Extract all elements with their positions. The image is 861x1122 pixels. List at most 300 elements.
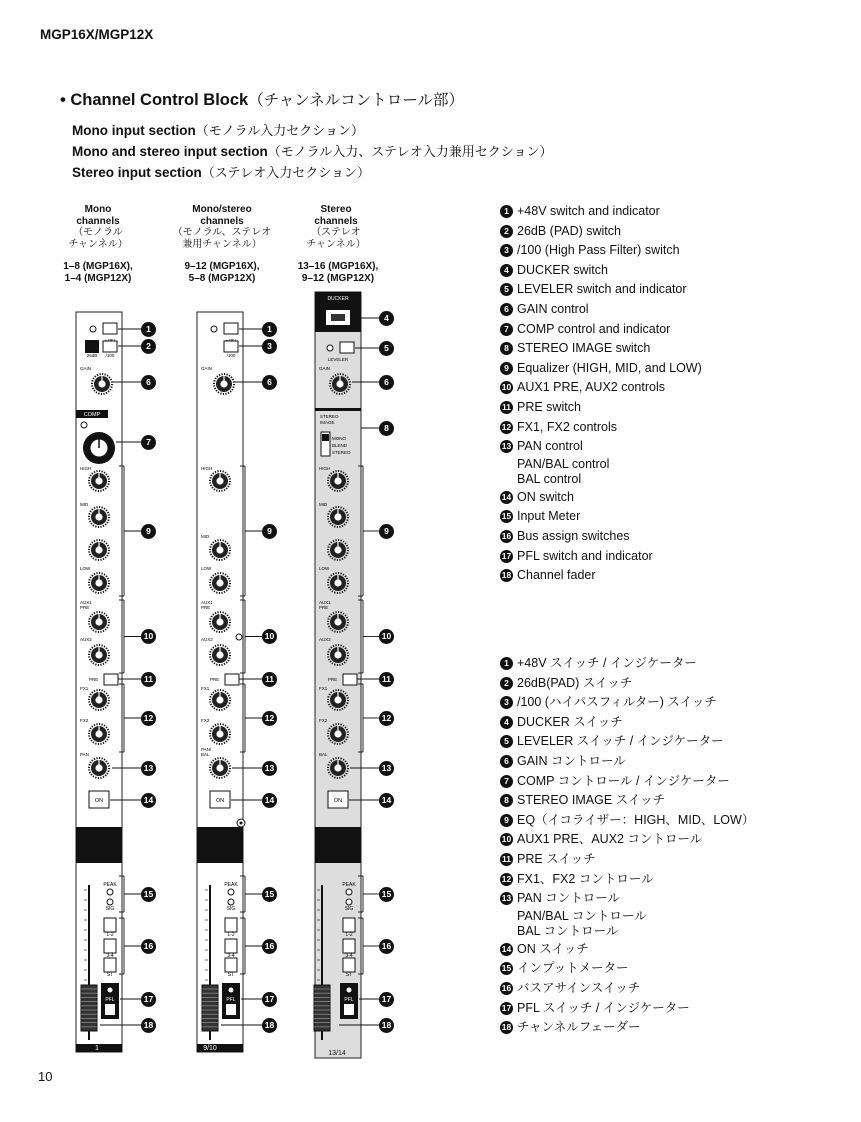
- blend-label: BLEND: [332, 443, 348, 448]
- legend-item: [500, 241, 702, 261]
- rotary-knob[interactable]: [89, 724, 109, 744]
- callout-number-icon: 15: [141, 887, 156, 902]
- stereo-image-switch-cap: [322, 434, 329, 441]
- aux2-label: AUX2: [319, 637, 331, 642]
- legend-text: GAIN コントロール: [517, 753, 626, 768]
- legend-text: 26dB(PAD) スイッチ: [517, 675, 633, 690]
- peak-label: PEAK: [103, 882, 117, 888]
- item-number-icon: 6: [500, 755, 513, 768]
- column-range: 9–12 (MGP12X): [301, 273, 375, 284]
- callout-number-icon: 16: [141, 939, 156, 954]
- low-label: LOW: [80, 566, 91, 571]
- rotary-knob[interactable]: [328, 507, 348, 527]
- item-number-icon: 7: [500, 323, 513, 336]
- callout-number-icon: 8: [379, 421, 394, 436]
- item-number-icon: 5: [500, 283, 513, 296]
- legend-item: [500, 547, 702, 567]
- callout-number-icon: 18: [379, 1018, 394, 1033]
- column-title: channels: [76, 215, 120, 227]
- pfl-label: PFL: [344, 997, 354, 1003]
- rotary-knob[interactable]: [210, 690, 230, 710]
- legend-text: STEREO IMAGE スイッチ: [517, 793, 666, 808]
- ducker-switch-cap: [331, 314, 345, 321]
- mid-label: MID: [319, 502, 328, 507]
- pad-label: 26dB: [86, 353, 98, 358]
- callout-number-icon: 14: [379, 793, 394, 808]
- st-switch[interactable]: [104, 958, 116, 972]
- mid-label: MID: [201, 534, 210, 539]
- item-number-icon: 15: [501, 511, 512, 522]
- peak-led: [346, 889, 352, 895]
- legend-text: AUX1 PRE、AUX2 コントロール: [517, 832, 703, 847]
- callout-number-icon: 18: [141, 1018, 156, 1033]
- rotary-knob[interactable]: [328, 690, 348, 710]
- legend-item: [500, 732, 754, 752]
- pre-switch[interactable]: [343, 674, 357, 685]
- low-label: LOW: [319, 566, 330, 571]
- legend-item: [500, 959, 754, 979]
- legend-text: DUCKER スイッチ: [517, 714, 623, 729]
- legend-item: [500, 527, 702, 547]
- callout-number-icon: 14: [262, 793, 277, 808]
- callout-number-icon: 2: [141, 339, 156, 354]
- legend-item: [500, 772, 754, 792]
- bus-12-switch[interactable]: [225, 918, 237, 932]
- rotary-knob[interactable]: [210, 471, 230, 491]
- pfl-label: PFL: [105, 997, 115, 1003]
- legend-english: [500, 202, 702, 586]
- column-range: 5–8 (MGP12X): [188, 273, 256, 284]
- comp-label: COMP: [83, 412, 101, 418]
- rotary-knob[interactable]: [89, 573, 109, 593]
- strip-label-block: [197, 827, 243, 863]
- legend-text: Equalizer (HIGH, MID, and LOW): [517, 360, 702, 375]
- pfl-indicator: [347, 988, 352, 993]
- legend-item: [500, 507, 702, 527]
- st-label: ST: [106, 972, 114, 978]
- hpf-label: /100: [105, 353, 115, 358]
- pfl-switch[interactable]: [226, 1004, 236, 1015]
- callout-number-icon: 1: [262, 322, 277, 337]
- rotary-knob[interactable]: [328, 612, 348, 632]
- peak-label: PEAK: [342, 882, 356, 888]
- fx1-label: FX1: [319, 686, 328, 691]
- callout-number-icon: 5: [379, 341, 394, 356]
- legend-subtext: PAN/BAL コントロール: [517, 908, 647, 923]
- legend-item: [500, 488, 702, 508]
- on-label: ON: [333, 798, 343, 804]
- legend-text: +48V switch and indicator: [517, 204, 660, 218]
- gain-label: GAIN: [201, 366, 213, 371]
- rotary-knob[interactable]: [89, 690, 109, 710]
- callout-number-icon: 10: [379, 629, 394, 644]
- hpf-label: /100: [226, 353, 236, 358]
- gain-label: GAIN: [80, 366, 92, 371]
- aux1-label: AUX1: [319, 600, 331, 605]
- leveler-label: LEVELER: [327, 357, 349, 362]
- item-number-icon: 10: [501, 834, 512, 845]
- legend-item: [500, 674, 754, 694]
- mono-label: MONO: [332, 436, 346, 441]
- pfl-indicator: [229, 988, 234, 993]
- item-number-icon: 16: [501, 982, 512, 993]
- callout-number-icon: 15: [262, 887, 277, 902]
- item-number-icon: 16: [501, 530, 512, 541]
- panbal-label: BAL: [201, 752, 210, 757]
- subsection-jp: （ステレオ入力セクション）: [201, 165, 371, 180]
- stereo-label: STEREO: [332, 450, 351, 455]
- column-title-jp: チャンネル）: [306, 238, 366, 250]
- item-number-icon: 5: [500, 735, 513, 748]
- bus-34-switch[interactable]: [104, 939, 116, 953]
- peak-label: PEAK: [224, 882, 238, 888]
- strip-label-block: [76, 827, 122, 863]
- item-number-icon: 9: [500, 814, 513, 827]
- legend-text: ON スイッチ: [517, 941, 589, 956]
- item-number-icon: 7: [500, 775, 513, 788]
- pre-label: PRE: [89, 677, 99, 682]
- channel-number: 13/14: [328, 1050, 346, 1057]
- legend-item: [500, 979, 754, 999]
- legend-text: PRE switch: [517, 399, 581, 414]
- bus12-label: 1-2: [227, 932, 235, 938]
- rotary-knob[interactable]: [328, 573, 348, 593]
- column-title: channels: [314, 215, 358, 227]
- callout-number-icon: 18: [262, 1018, 277, 1033]
- pre-label: PRE: [328, 677, 338, 682]
- hpf-switch[interactable]: [103, 341, 117, 352]
- stereo-link-icon-dot: [240, 822, 243, 825]
- column-title-jp: （ステレオ: [311, 227, 361, 238]
- column-title-jp: チャンネル）: [68, 238, 128, 250]
- callout-number-icon: 9: [379, 524, 394, 539]
- bus-34-switch[interactable]: [343, 939, 355, 953]
- item-number-icon: 14: [501, 491, 512, 502]
- item-number-icon: 3: [500, 696, 513, 709]
- phantom-indicator: [211, 326, 217, 332]
- item-number-icon: 17: [501, 1002, 512, 1013]
- rotary-knob[interactable]: [210, 758, 230, 778]
- column-title: Mono: [84, 204, 112, 215]
- legend-text: LEVELER スイッチ / インジケーター: [517, 734, 724, 749]
- st-switch[interactable]: [225, 958, 237, 972]
- bus-12-switch[interactable]: [343, 918, 355, 932]
- callout-number-icon: 3: [262, 339, 277, 354]
- ducker-label: DUCKER: [327, 296, 349, 302]
- legend-item: [500, 418, 702, 438]
- legend-text: Channel fader: [517, 568, 596, 583]
- bal-label: BAL: [319, 752, 328, 757]
- legend-item: [500, 830, 754, 850]
- rotary-knob[interactable]: [328, 758, 348, 778]
- callout-number-icon: 10: [262, 629, 277, 644]
- sig-led: [228, 899, 234, 905]
- legend-item: [500, 339, 702, 359]
- callout-number-icon: 17: [141, 992, 156, 1007]
- callout-number-icon: 4: [379, 311, 394, 326]
- legend-text: Bus assign switches: [517, 528, 630, 543]
- legend-item: [500, 378, 702, 398]
- rotary-knob[interactable]: [92, 374, 112, 394]
- fx1-label: FX1: [201, 686, 210, 691]
- phantom-indicator: [90, 326, 96, 332]
- item-number-icon: 2: [500, 225, 513, 238]
- item-number-icon: 12: [501, 873, 512, 884]
- legend-text: バスアサインスイッチ: [517, 980, 641, 995]
- callout-number-icon: 11: [262, 672, 277, 687]
- high-label: HIGH: [201, 466, 213, 471]
- callout-number-icon: 6: [379, 375, 394, 390]
- page-number: 10: [38, 1069, 53, 1084]
- column-title-jp: 兼用チャンネル）: [182, 238, 262, 250]
- item-number-icon: 3: [500, 244, 513, 257]
- item-number-icon: 1: [500, 205, 513, 218]
- legend-japanese: [500, 654, 754, 1038]
- subsection-en: Stereo input section: [72, 165, 202, 180]
- callout-number-icon: 1: [141, 322, 156, 337]
- legend-text: FX1、FX2 コントロール: [517, 871, 654, 886]
- legend-text: PRE スイッチ: [517, 851, 596, 866]
- column-title-jp: （モノラル: [73, 227, 123, 238]
- legend-item: [500, 300, 702, 320]
- sig-led: [107, 899, 113, 905]
- callout-number-icon: 16: [262, 939, 277, 954]
- pad-switch[interactable]: [85, 340, 99, 353]
- low-label: LOW: [201, 566, 212, 571]
- item-number-icon: 6: [500, 303, 513, 316]
- legend-text: COMP コントロール / インジケーター: [517, 773, 730, 788]
- hpf-switch[interactable]: [224, 341, 238, 352]
- callout-number-icon: 9: [262, 524, 277, 539]
- phantom-switch[interactable]: [103, 323, 117, 334]
- legend-item: [500, 202, 702, 222]
- sig-label: SIG: [105, 906, 115, 912]
- section-title-en: Channel Control Block: [70, 91, 249, 109]
- legend-item: [500, 850, 754, 870]
- bus-12-switch[interactable]: [104, 918, 116, 932]
- legend-text: PAN コントロール: [517, 891, 620, 906]
- on-label: ON: [215, 798, 225, 804]
- legend-text: DUCKER switch: [517, 262, 608, 277]
- rotary-knob[interactable]: [328, 471, 348, 491]
- legend-text: /100 (ハイパスフィルター) スイッチ: [517, 695, 717, 710]
- fx2-label: FX2: [80, 718, 89, 723]
- st-label: ST: [345, 972, 353, 978]
- item-number-icon: 13: [501, 893, 512, 904]
- channel-fader[interactable]: [314, 985, 330, 1031]
- legend-text: PFL switch and indicator: [517, 548, 653, 563]
- callout-number-icon: 12: [141, 711, 156, 726]
- subsection-jp: （モノラル入力、ステレオ入力兼用セクション）: [267, 144, 553, 159]
- section-title: • Channel Control Block（チャンネルコントロール部）: [60, 91, 464, 109]
- rotary-knob[interactable]: [210, 724, 230, 744]
- peak-led: [228, 889, 234, 895]
- bus12-label: 1-2: [106, 932, 114, 938]
- legend-item: [500, 752, 754, 772]
- rotary-knob[interactable]: [210, 612, 230, 632]
- legend-text: チャンネルフェーダー: [517, 1020, 641, 1035]
- legend-subtext: BAL control: [517, 472, 582, 487]
- rotary-knob[interactable]: [328, 540, 348, 560]
- callout-number-icon: 11: [379, 672, 394, 687]
- aux2-label: AUX2: [80, 637, 92, 642]
- channel-fader[interactable]: [81, 985, 97, 1031]
- sig-label: SIG: [344, 906, 354, 912]
- legend-item: [500, 654, 754, 674]
- callout-number-icon: 11: [141, 672, 156, 687]
- bus34-label: 3-4: [106, 953, 114, 959]
- bus34-label: 3-4: [227, 953, 235, 959]
- item-number-icon: 10: [501, 382, 512, 393]
- column-range: 1–8 (MGP16X),: [63, 261, 133, 272]
- legend-subtext: PAN/BAL control: [517, 456, 610, 471]
- legend-item: [500, 811, 754, 831]
- callout-number-icon: 7: [141, 435, 156, 450]
- legend-item: [500, 1018, 754, 1038]
- mid-label: MID: [80, 502, 89, 507]
- rotary-knob[interactable]: [330, 374, 350, 394]
- aux2-label: AUX2: [201, 637, 213, 642]
- pre-switch[interactable]: [225, 674, 239, 685]
- item-number-icon: 14: [501, 943, 512, 954]
- item-number-icon: 8: [500, 794, 513, 807]
- panbal-label: PAN/: [201, 747, 212, 752]
- rotary-knob[interactable]: [328, 645, 348, 665]
- channel-number: 9/10: [203, 1045, 217, 1052]
- on-label: ON: [94, 798, 104, 804]
- bus12-label: 1-2: [345, 932, 353, 938]
- rotary-knob[interactable]: [89, 507, 109, 527]
- rotary-knob[interactable]: [89, 471, 109, 491]
- stereo-image-label: IMAGE: [320, 420, 335, 425]
- rotary-knob[interactable]: [89, 612, 109, 632]
- column-range: 1–4 (MGP12X): [64, 273, 132, 284]
- item-number-icon: 2: [500, 677, 513, 690]
- stereo-link-icon: [236, 634, 242, 640]
- legend-text: LEVELER switch and indicator: [517, 282, 687, 297]
- callout-number-icon: 6: [141, 375, 156, 390]
- legend-item: [500, 889, 754, 909]
- legend-text: PAN control: [517, 439, 583, 454]
- item-number-icon: 15: [501, 963, 512, 974]
- rotary-knob[interactable]: [214, 374, 234, 394]
- legend-item: [500, 280, 702, 300]
- leveler-switch[interactable]: [340, 342, 354, 353]
- item-number-icon: 11: [502, 853, 511, 864]
- legend-item: [500, 791, 754, 811]
- section-title-jp: （チャンネルコントロール部）: [248, 92, 464, 109]
- legend-item: [500, 940, 754, 960]
- legend-text: GAIN control: [517, 301, 589, 316]
- callout-number-icon: 6: [262, 375, 277, 390]
- sig-label: SIG: [226, 906, 236, 912]
- peak-led: [107, 889, 113, 895]
- subsection-jp: （モノラル入力セクション）: [195, 123, 364, 138]
- legend-text: ON switch: [517, 489, 574, 504]
- rotary-knob[interactable]: [210, 540, 230, 560]
- phantom-switch[interactable]: [224, 323, 238, 334]
- column-title: Stereo: [320, 204, 352, 215]
- aux1-pre-label: PRE: [201, 605, 211, 610]
- legend-text: /100 (High Pass Filter) switch: [517, 243, 680, 258]
- column-title: Mono/stereo: [192, 204, 252, 215]
- legend-text: PFL スイッチ / インジケーター: [517, 1000, 690, 1015]
- item-number-icon: 4: [500, 264, 513, 277]
- subsection-en: Mono input section: [72, 123, 196, 138]
- bus34-label: 3-4: [345, 953, 353, 959]
- rotary-knob[interactable]: [89, 645, 109, 665]
- item-number-icon: 18: [501, 1022, 512, 1033]
- aux1-pre-label: PRE: [80, 605, 90, 610]
- item-number-icon: 8: [500, 342, 513, 355]
- item-number-icon: 12: [501, 421, 512, 432]
- st-switch[interactable]: [343, 958, 355, 972]
- legend-subtext: BAL コントロール: [517, 924, 619, 939]
- legend-item: [500, 222, 702, 242]
- callout-number-icon: 15: [379, 887, 394, 902]
- item-number-icon: 9: [500, 362, 513, 375]
- item-number-icon: 13: [501, 441, 512, 452]
- channel-number: 1: [95, 1045, 99, 1052]
- callout-number-icon: 10: [141, 629, 156, 644]
- rotary-knob[interactable]: [89, 758, 109, 778]
- pre-label: PRE: [210, 677, 220, 682]
- callout-number-icon: 9: [141, 524, 156, 539]
- rotary-knob[interactable]: [328, 724, 348, 744]
- legend-item: [500, 261, 702, 281]
- high-label: HIGH: [319, 466, 331, 471]
- legend-item: [500, 870, 754, 890]
- callout-number-icon: 13: [141, 761, 156, 776]
- divider: [315, 408, 361, 411]
- leveler-indicator: [327, 345, 333, 351]
- pre-switch[interactable]: [104, 674, 118, 685]
- pfl-switch[interactable]: [105, 1004, 115, 1015]
- column-title: channels: [200, 215, 244, 227]
- legend-text: EQ（イコライザー：HIGH、MID、LOW）: [517, 812, 755, 827]
- high-label: HIGH: [80, 466, 92, 471]
- bus-34-switch[interactable]: [225, 939, 237, 953]
- callout-number-icon: 12: [379, 711, 394, 726]
- pan-label: PAN: [80, 752, 89, 757]
- legend-text: STEREO IMAGE switch: [517, 341, 651, 356]
- callout-number-icon: 14: [141, 793, 156, 808]
- column-range: 13–16 (MGP16X),: [297, 261, 379, 272]
- rotary-knob[interactable]: [89, 540, 109, 560]
- column-range: 9–12 (MGP16X),: [184, 261, 260, 272]
- legend-item: [500, 999, 754, 1019]
- legend-item: [500, 359, 702, 379]
- pfl-label: PFL: [226, 997, 236, 1003]
- aux1-pre-label: PRE: [319, 605, 329, 610]
- rotary-knob[interactable]: [210, 645, 230, 665]
- fx2-label: FX2: [201, 718, 210, 723]
- model-header: MGP16X/MGP12X: [40, 27, 154, 42]
- fx2-label: FX2: [319, 718, 328, 723]
- aux1-label: AUX1: [201, 600, 213, 605]
- item-number-icon: 1: [500, 657, 513, 670]
- legend-text: インプットメーター: [517, 961, 629, 976]
- channel-fader[interactable]: [202, 985, 218, 1031]
- subsection-en: Mono and stereo input section: [72, 144, 268, 159]
- item-number-icon: 11: [502, 401, 511, 412]
- legend-item: [500, 693, 754, 713]
- rotary-knob[interactable]: [210, 573, 230, 593]
- item-number-icon: 4: [500, 716, 513, 729]
- pfl-switch[interactable]: [344, 1004, 354, 1015]
- aux1-label: AUX1: [80, 600, 92, 605]
- legend-text: AUX1 PRE, AUX2 controls: [517, 380, 665, 395]
